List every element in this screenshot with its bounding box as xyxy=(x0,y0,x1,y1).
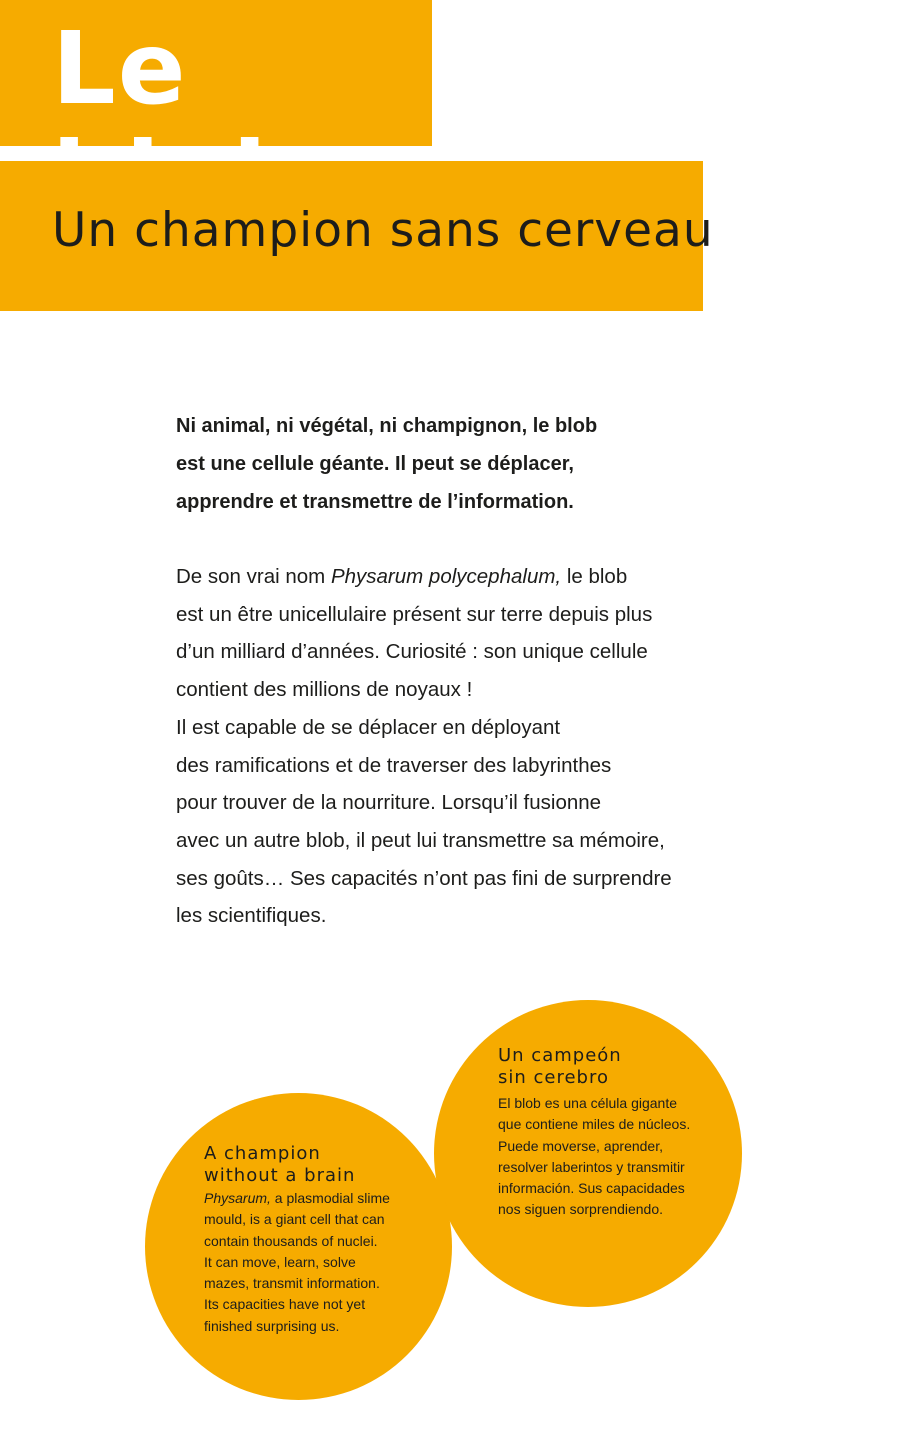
body-line: avec un autre blob, il peut lui transmettre sa mémoire, xyxy=(176,828,665,852)
text-line: mould, is a giant cell that can xyxy=(204,1211,385,1228)
body-line: des ramifications et de traverser des labyrinthes xyxy=(176,753,612,777)
heading-line: sin cerebro xyxy=(498,1067,610,1088)
text-line: It can move, learn, solve xyxy=(204,1253,356,1270)
spanish-summary-circle xyxy=(434,1000,742,1307)
body-line: contient des millions de noyaux ! xyxy=(176,678,473,702)
body-line-end: le blob xyxy=(561,565,628,588)
heading-line: without a brain xyxy=(204,1165,356,1186)
species-name: Physarum polycephalum, xyxy=(330,565,562,588)
text-line: resolver laberintos y transmitir xyxy=(498,1158,685,1175)
english-heading xyxy=(204,1143,355,1187)
text-line: información. Sus capacidades xyxy=(498,1180,685,1197)
title-banner xyxy=(0,0,432,146)
lead-line: Ni animal, ni végétal, ni champignon, le blob xyxy=(176,415,598,437)
spanish-heading xyxy=(498,1045,622,1089)
body-line xyxy=(176,558,776,596)
text-line: El blob es una célula gigante xyxy=(498,1095,678,1111)
text-line-end: a plasmodial slime xyxy=(270,1190,390,1206)
intro-lead xyxy=(176,407,736,521)
text-line: Puede moverse, aprender, xyxy=(498,1137,663,1154)
spanish-text xyxy=(498,1093,690,1221)
body-line: ses goûts… Ses capacités n’ont pas fini de surprendre xyxy=(176,866,672,890)
text-line: contain thousands of nuclei. xyxy=(204,1232,378,1249)
english-summary-circle xyxy=(145,1093,452,1400)
english-text xyxy=(204,1188,390,1337)
text-line: finished surprising us. xyxy=(204,1317,340,1334)
body-line: est un être unicellulaire présent sur terre depuis plus xyxy=(176,602,653,626)
text-line: Its capacities have not yet xyxy=(204,1296,366,1313)
text-line: mazes, transmit information. xyxy=(204,1275,380,1292)
text-line: que contiene miles de núcleos. xyxy=(498,1116,691,1133)
body-line: pour trouver de la nourriture. Lorsqu’il fusionne xyxy=(176,791,602,815)
heading-line: A champion xyxy=(204,1143,321,1164)
page-subtitle: Un champion sans cerveau xyxy=(52,203,714,258)
lead-line: apprendre et transmettre de l’information. xyxy=(176,491,574,513)
body-line: d’un milliard d’années. Curiosité : son unique cellule xyxy=(176,640,648,664)
text-line xyxy=(204,1188,390,1209)
text-line: nos siguen sorprendiendo. xyxy=(498,1201,664,1218)
lead-line: est une cellule géante. Il peut se déplacer, xyxy=(176,453,574,475)
heading-line: Un campeón xyxy=(498,1045,622,1066)
subtitle-banner xyxy=(0,161,714,311)
body-line: Il est capable de se déplacer en déployant xyxy=(176,715,561,739)
body-line: les scientifiques. xyxy=(176,904,327,928)
page-title: Le xyxy=(52,10,188,127)
body-line-start: De son vrai nom xyxy=(176,565,331,588)
species-name: Physarum, xyxy=(204,1190,271,1206)
intro-body xyxy=(176,558,776,935)
